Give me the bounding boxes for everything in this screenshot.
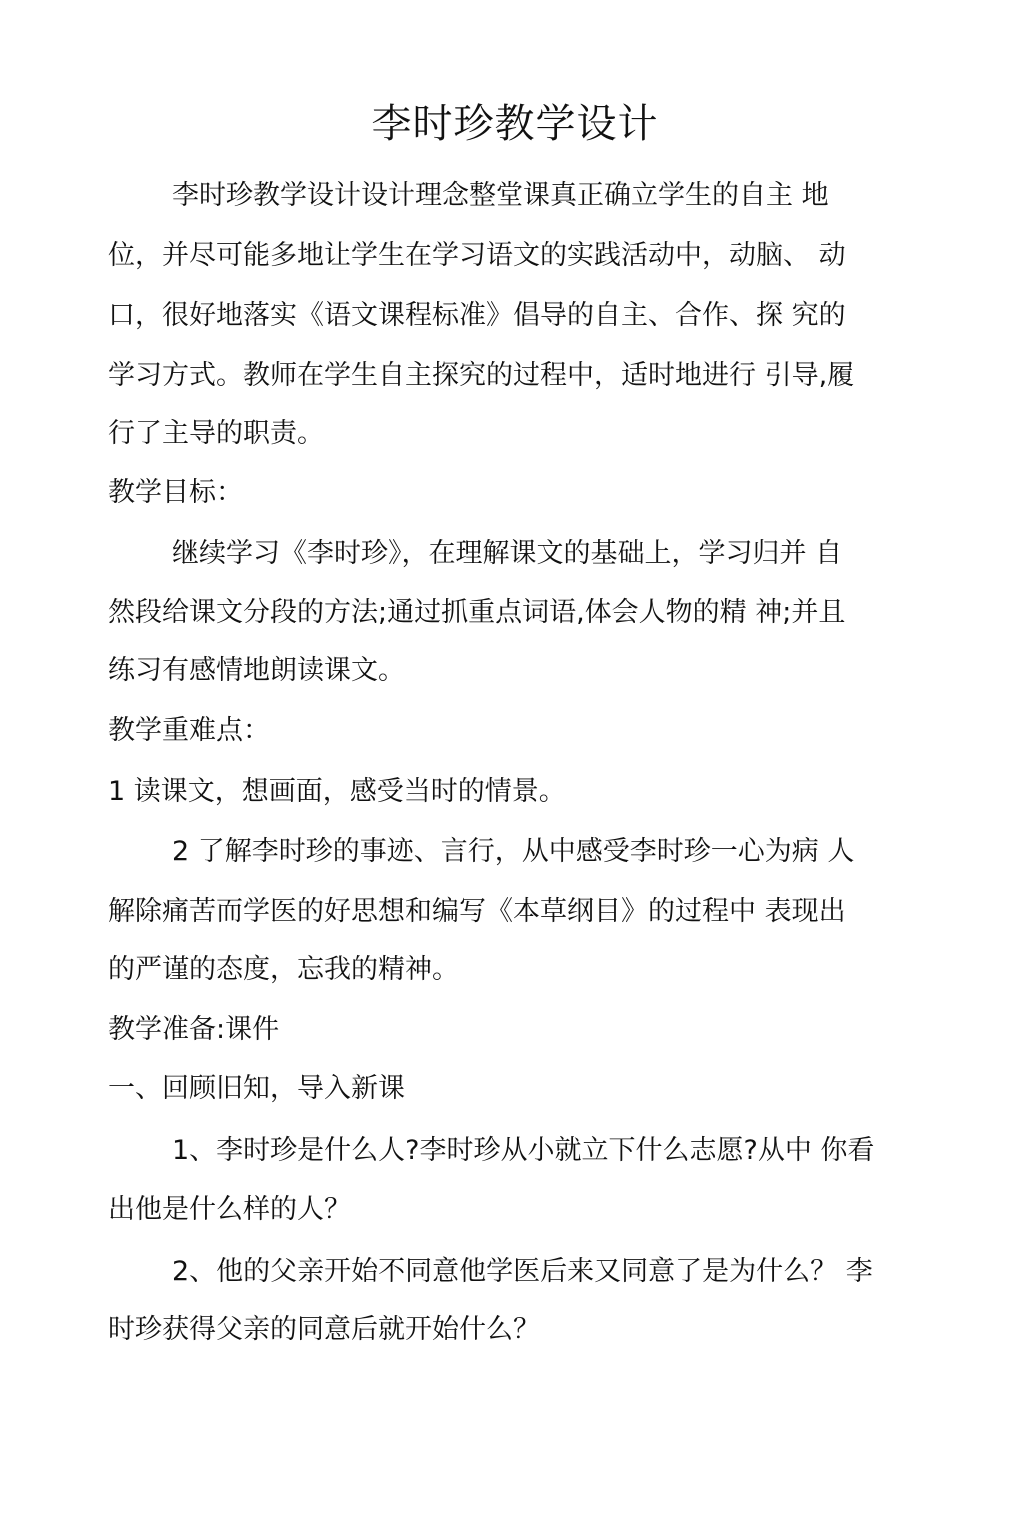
goals-heading: 教学目标： (108, 477, 243, 508)
question-1-line-1: 1、李时珍是什么人?李时珍从小就立下什么志愿?从中 你看 (172, 1135, 875, 1166)
goals-line-2: 然段给课文分段的方法;通过抓重点词语,体会人物的精 神;并且 (108, 597, 846, 628)
question-1-line-2: 出他是什么样的人？ (108, 1194, 351, 1225)
intro-line-3: 口，很好地落实《语文课程标准》倡导的自主、合作、探 究的 (108, 300, 846, 331)
goals-line-1: 继续学习《李时珍》，在理解课文的基础上，学习归并 自 (172, 538, 843, 569)
keypoints-heading: 教学重难点： (108, 715, 270, 746)
question-2-line-2: 时珍获得父亲的同意后就开始什么？ (108, 1314, 540, 1345)
goals-line-3: 练习有感情地朗读课文。 (108, 655, 405, 686)
document-title: 李时珍教学设计 (371, 101, 659, 147)
section-heading-1: 一、回顾旧知，导入新课 (108, 1073, 405, 1104)
intro-line-1: 李时珍教学设计设计理念整堂课真正确立学生的自主 地 (172, 180, 829, 211)
keypoint-2-line-1: 2 了解李时珍的事迹、言行，从中感受李时珍一心为病 人 (172, 836, 855, 867)
question-2-line-1: 2、他的父亲开始不同意他学医后来又同意了是为什么？ 李 (172, 1256, 873, 1287)
intro-line-5: 行了主导的职责。 (108, 418, 324, 449)
keypoint-1: 1 读课文，想画面，感受当时的情景。 (108, 776, 566, 807)
keypoint-2-line-3: 的严谨的态度，忘我的精神。 (108, 954, 459, 985)
keypoint-2-line-2: 解除痛苦而学医的好思想和编写《本草纲目》的过程中 表现出 (108, 896, 846, 927)
intro-line-2: 位，并尽可能多地让学生在学习语文的实践活动中，动脑、 动 (108, 240, 846, 271)
intro-line-4: 学习方式。教师在学生自主探究的过程中，适时地进行 引导,履 (108, 360, 855, 391)
teaching-prep: 教学准备:课件 (108, 1014, 280, 1045)
